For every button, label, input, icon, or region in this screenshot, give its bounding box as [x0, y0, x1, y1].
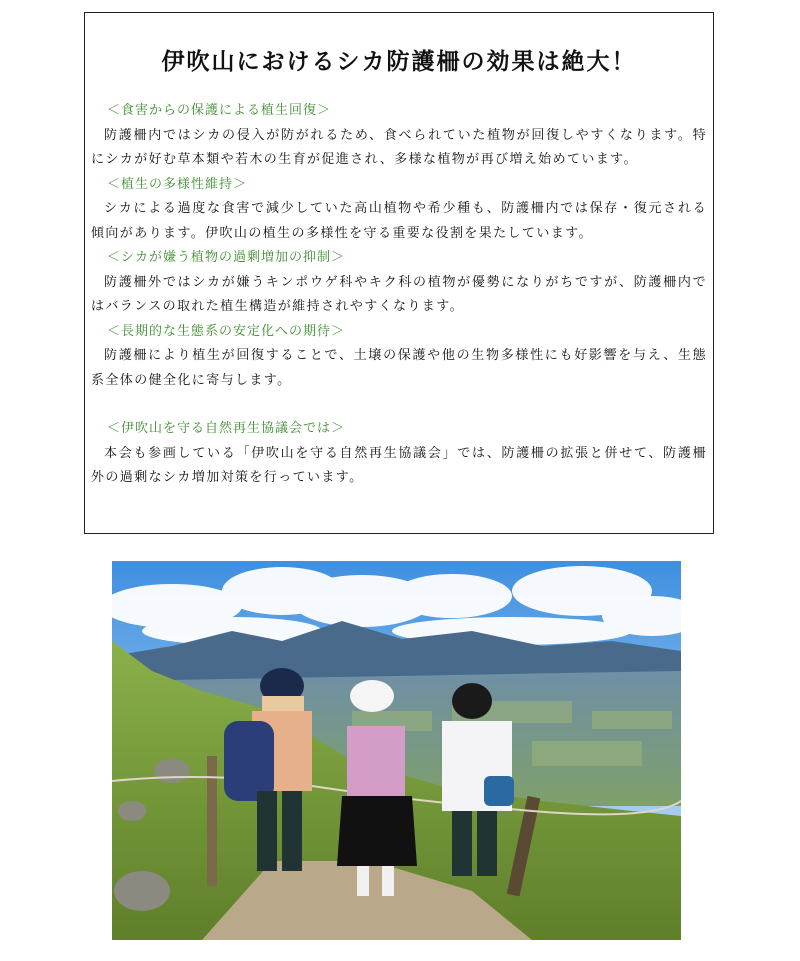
section-ecosystem-stability — [91, 320, 707, 394]
section-overgrowth-control — [91, 246, 707, 320]
section-body: 防護柵により植生が回復することで、土壌の保護や他の生物多様性にも好影響を与え、生態系全体の健全化に寄与します。 — [91, 348, 707, 388]
section-heading: ＜長期的な生態系の安定化への期待＞ — [107, 323, 346, 339]
section-heading: ＜伊吹山を守る自然再生協議会では＞ — [107, 421, 346, 436]
page-title: 伊吹山におけるシカ防護柵の効果は絶大！ — [161, 49, 637, 75]
section-body: 本会も参画している「伊吹山を守る自然再生協議会」では、防護柵の拡張と併せて、防護柵外の過剰なシカ増加対策を行っています。 — [91, 445, 707, 485]
section-body: シカによる過度な食害で減少していた高山植物や希少種も、防護柵内では保存・復元される傾向があります。伊吹山の植生の多様性を守る重要な役割を果たしています。 — [91, 201, 707, 241]
section-council — [91, 417, 707, 491]
section-heading: ＜シカが嫌う植物の過剰増加の抑制＞ — [107, 250, 346, 265]
section-body: 防護柵外ではシカが嫌うキンポウゲ科やキク科の植物が優勢になりがちですが、防護柵内ではバランスの取れた植生構造が維持されやすくなります。 — [91, 274, 707, 314]
section-vegetation-recovery — [91, 99, 707, 173]
section-heading: ＜植生の多様性維持＞ — [107, 176, 248, 192]
fence-post-left — [207, 756, 217, 886]
section-spacer — [91, 393, 707, 417]
mountain-photo — [112, 561, 681, 940]
section-list — [91, 99, 707, 491]
section-body: 防護柵内ではシカの侵入が防がれるため、食べられていた植物が回復しやすくなります。特にシカが好む草本類や若木の生育が促進され、多様な植物が再び増え始めています。 — [91, 127, 707, 167]
article-box — [84, 12, 714, 534]
section-diversity — [91, 173, 707, 247]
section-heading: ＜食害からの保護による植生回復＞ — [107, 103, 332, 118]
